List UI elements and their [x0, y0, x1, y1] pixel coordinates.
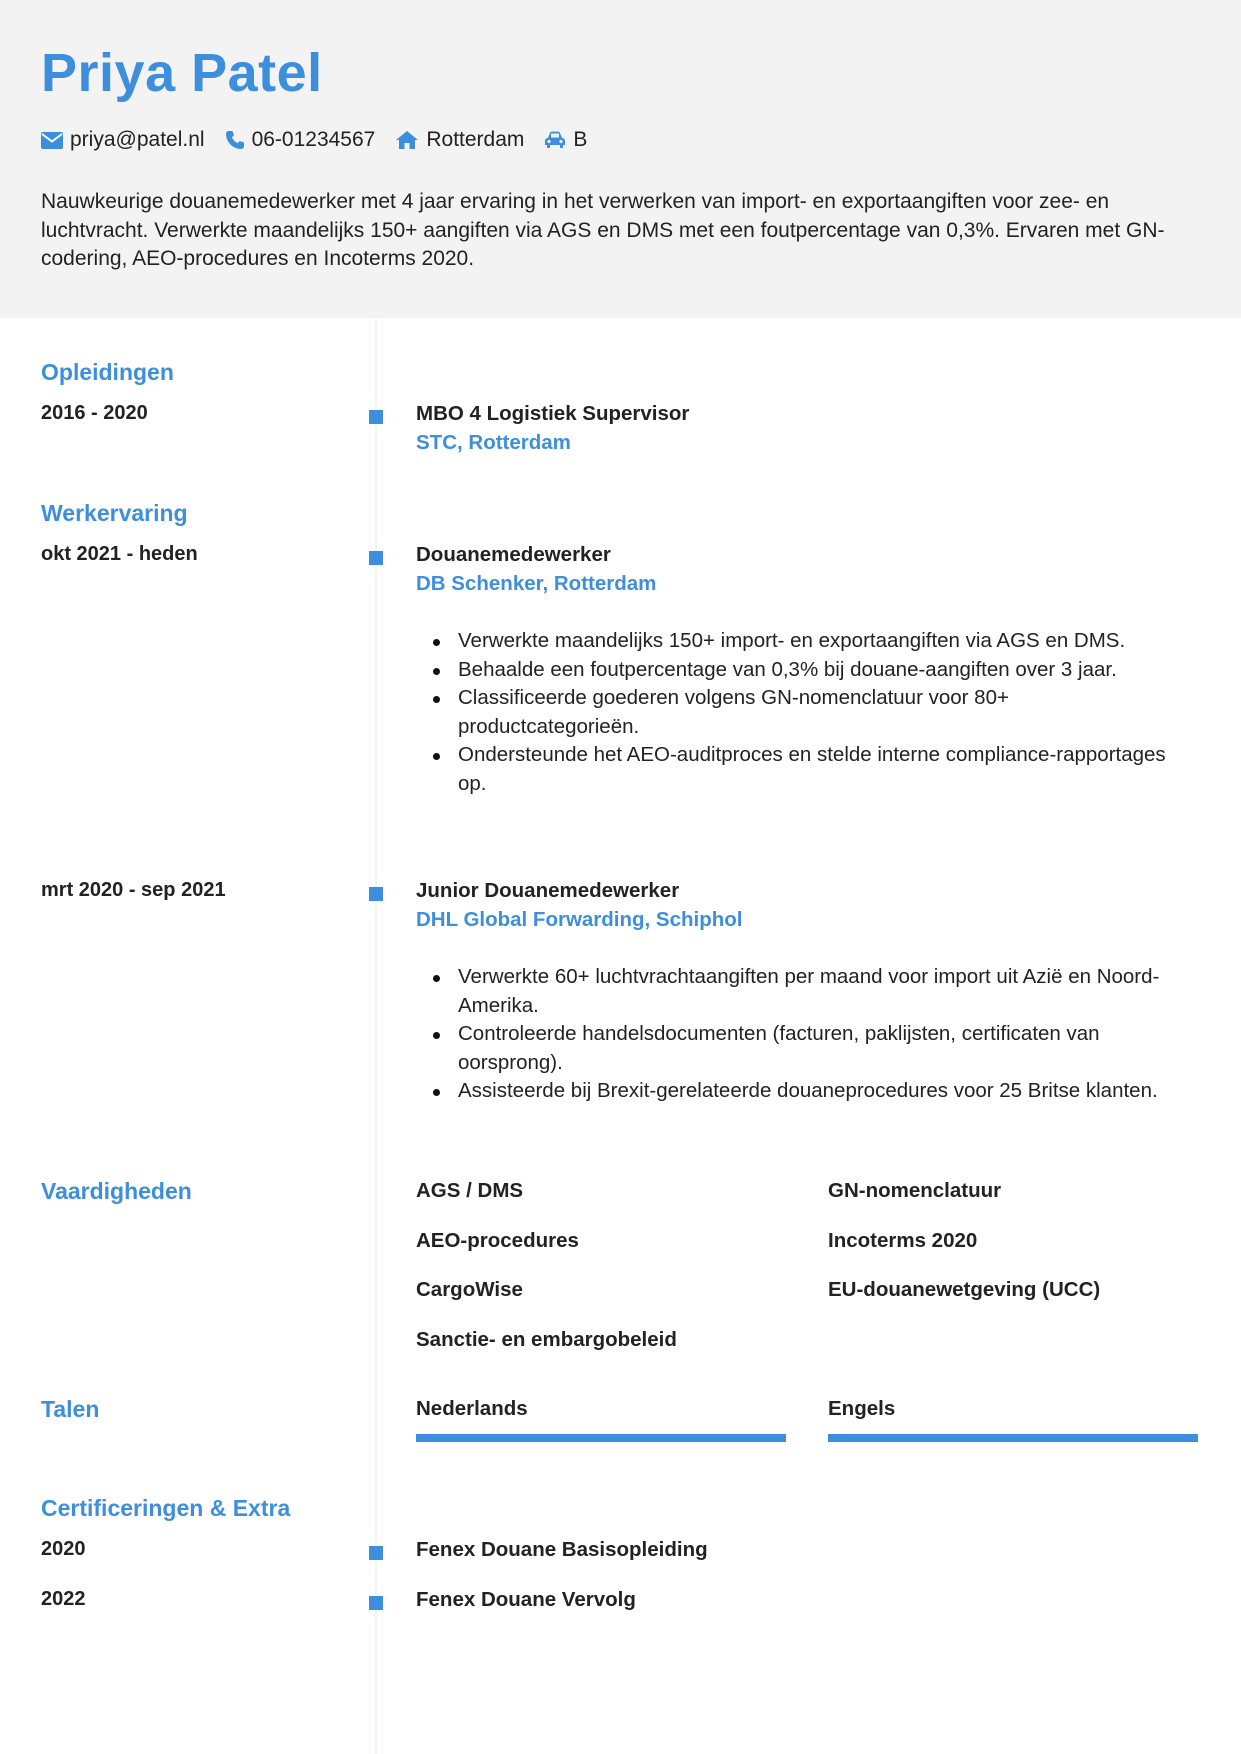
timeline-marker	[369, 551, 383, 565]
language-level-fill	[416, 1434, 786, 1442]
license-text: B	[573, 128, 588, 151]
contact-phone[interactable]	[225, 128, 376, 152]
skill-item: AEO-procedures	[416, 1229, 579, 1252]
job-achievements	[416, 963, 1176, 1106]
list-item: Classificeerde goederen volgens GN-nomenclatuur voor 80+ productcategorieën.	[416, 684, 1176, 741]
list-item: Controleerde handelsdocumenten (facturen, paklijsten, certificaten van oorsprong).	[416, 1020, 1176, 1077]
job-date: okt 2021 - heden	[41, 543, 198, 565]
list-item: Ondersteunde het AEO-auditproces en stelde interne compliance-rapportages op.	[416, 741, 1176, 798]
contact-email[interactable]	[41, 128, 205, 152]
timeline-marker	[369, 1546, 383, 1560]
skills-title: Vaardigheden	[41, 1178, 192, 1204]
certifications-title: Certificeringen & Extra	[41, 1495, 291, 1521]
list-item: Verwerkte 60+ luchtvrachtaangiften per maand voor import uit Azië en Noord-Amerika.	[416, 963, 1176, 1020]
job-title: Douanemedewerker	[416, 543, 611, 566]
contact-license	[544, 128, 587, 152]
envelope-icon	[41, 132, 63, 149]
certification-date: 2020	[41, 1538, 86, 1560]
education-date: 2016 - 2020	[41, 402, 148, 424]
language-level-bar	[828, 1434, 1198, 1442]
candidate-name: Priya Patel	[41, 43, 323, 103]
job-employer: DHL Global Forwarding, Schiphol	[416, 908, 743, 931]
education-title: Opleidingen	[41, 359, 174, 385]
phone-text: 06-01234567	[251, 128, 376, 151]
timeline-marker	[369, 887, 383, 901]
experience-title: Werkervaring	[41, 500, 188, 526]
skill-item: EU-douanewetgeving (UCC)	[828, 1278, 1101, 1301]
certification-date: 2022	[41, 1588, 86, 1610]
list-item: Assisteerde bij Brexit-gerelateerde douaneprocedures voor 25 Britse klanten.	[416, 1077, 1176, 1106]
skill-item: CargoWise	[416, 1278, 523, 1301]
list-item: Behaalde een foutpercentage van 0,3% bij douane-aangiften over 3 jaar.	[416, 656, 1176, 685]
timeline-marker	[369, 1596, 383, 1610]
skill-item: Incoterms 2020	[828, 1229, 978, 1252]
education-school: STC, Rotterdam	[416, 431, 571, 454]
skill-item: Sanctie- en embargobeleid	[416, 1328, 677, 1351]
job-achievements	[416, 627, 1176, 799]
profile-summary: Nauwkeurige douanemedewerker met 4 jaar ervaring in het verwerken van import- en exportaangiften voor zee- en luchtvracht. Verwerkte maandelijks 150+ aangiften via AGS en DMS met een foutpercentage van 0,3%. Ervaren met GN-codering, AEO-procedures en Incoterms 2020.	[41, 190, 1165, 270]
certification-name: Fenex Douane Vervolg	[416, 1588, 636, 1611]
city-text: Rotterdam	[426, 128, 525, 151]
email-text: priya@patel.nl	[70, 128, 205, 151]
language-level-fill	[828, 1434, 1198, 1442]
timeline-divider	[375, 318, 377, 1754]
languages-title: Talen	[41, 1396, 100, 1422]
list-item: Verwerkte maandelijks 150+ import- en exportaangiften via AGS en DMS.	[416, 627, 1176, 656]
certification-name: Fenex Douane Basisopleiding	[416, 1538, 708, 1561]
skill-item: AGS / DMS	[416, 1179, 524, 1202]
car-icon	[544, 131, 566, 149]
language-name: Nederlands	[416, 1397, 528, 1420]
contact-city	[395, 128, 524, 152]
header	[0, 0, 1241, 318]
language-level-bar	[416, 1434, 786, 1442]
home-icon	[395, 130, 419, 150]
education-degree: MBO 4 Logistiek Supervisor	[416, 402, 690, 425]
timeline-marker	[369, 410, 383, 424]
language-name: Engels	[828, 1397, 896, 1420]
job-date: mrt 2020 - sep 2021	[41, 879, 226, 901]
job-employer: DB Schenker, Rotterdam	[416, 572, 657, 595]
job-title: Junior Douanemedewerker	[416, 879, 680, 902]
skill-item: GN-nomenclatuur	[828, 1179, 1002, 1202]
contact-row	[41, 128, 607, 152]
phone-icon	[225, 130, 245, 150]
